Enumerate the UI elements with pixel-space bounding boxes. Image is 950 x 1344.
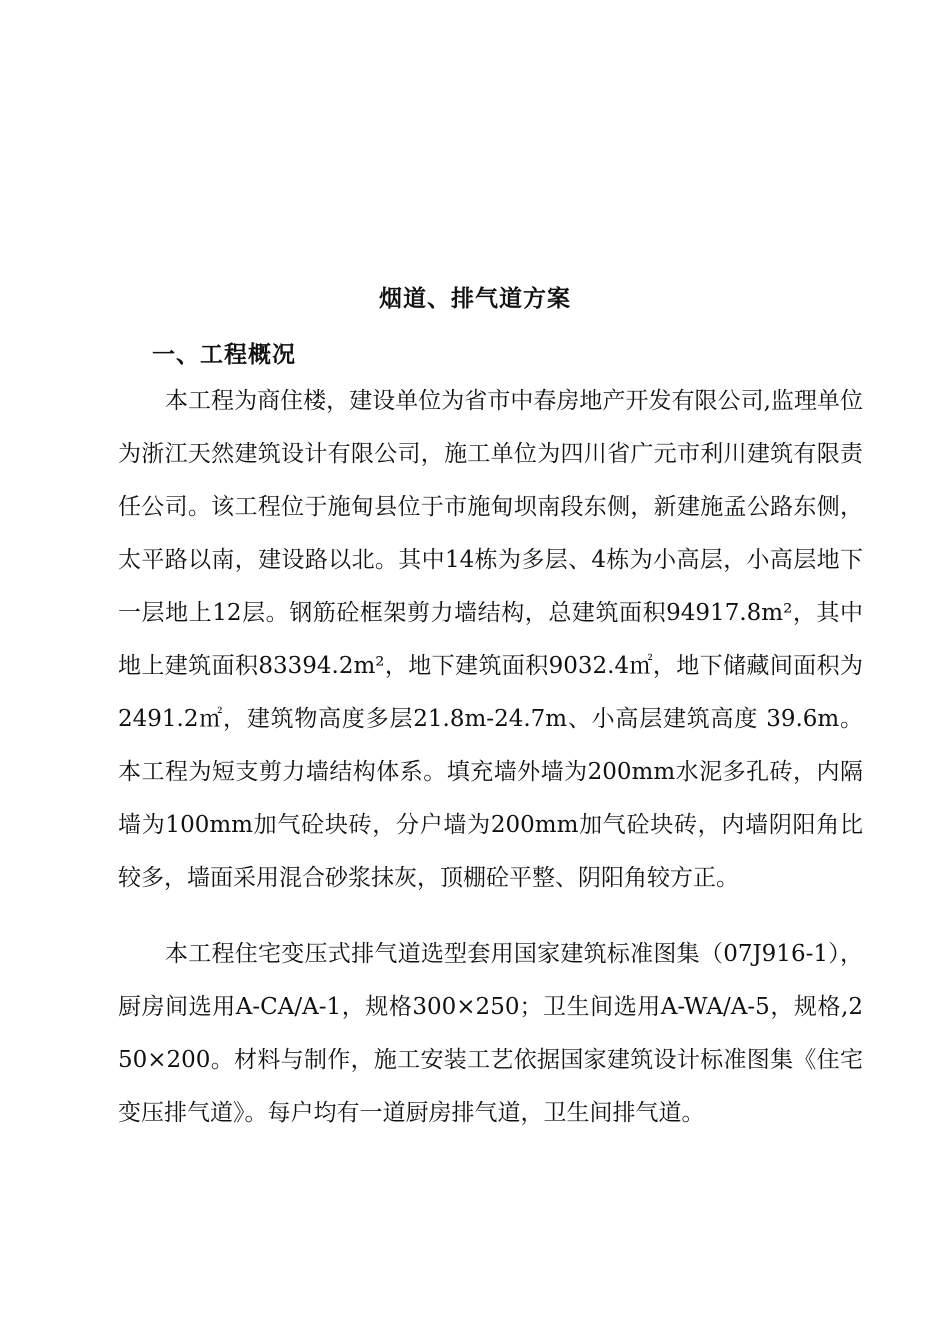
paragraph-exhaust-duct-selection: 本工程住宅变压式排气道选型套用国家建筑标准图集（07J916-1），厨房间选用A-CA/A-1，规格300×250；卫生间选用A-WA/A-5，规格,250×200。材料与制作，施工安装工艺依据国家建筑设计标准图集《住宅变压排气道》。每户均有一道厨房排气道，卫生间排气道。 — [118, 941, 863, 1126]
paragraph-project-overview: 本工程为商住楼，建设单位为省市中春房地产开发有限公司,监理单位为浙江天然建筑设计有限公司，施工单位为四川省广元市利川建筑有限责任公司。该工程位于施甸县位于市施甸坝南段东侧，新建施孟公路东侧，太平路以南，建设路以北。其中14栋为多层、4栋为小高层，小高层地下一层地上12层。钢筋砼框架剪力墙结构，总建筑面积94917.8m²，其中地上建筑面积83394.2m²，地下建筑面积9032.4㎡，地下储藏间面积为2491.2㎡，建筑物高度多层21.8m-24.7m、小高层建筑高度 39.6m。本工程为短支剪力墙结构体系。填充墙外墙为200mm水泥多孔砖，内隔墙为100mm加气砼块砖，分户墙为200mm加气砼块砖，内墙阴阳角比较多，墙面采用混合砂浆抹灰，顶棚砼平整、阴阳角较方正。 — [118, 388, 863, 891]
section-heading-project-overview: 一、工程概况 — [152, 341, 296, 368]
document-title: 烟道、排气道方案 — [379, 285, 571, 312]
